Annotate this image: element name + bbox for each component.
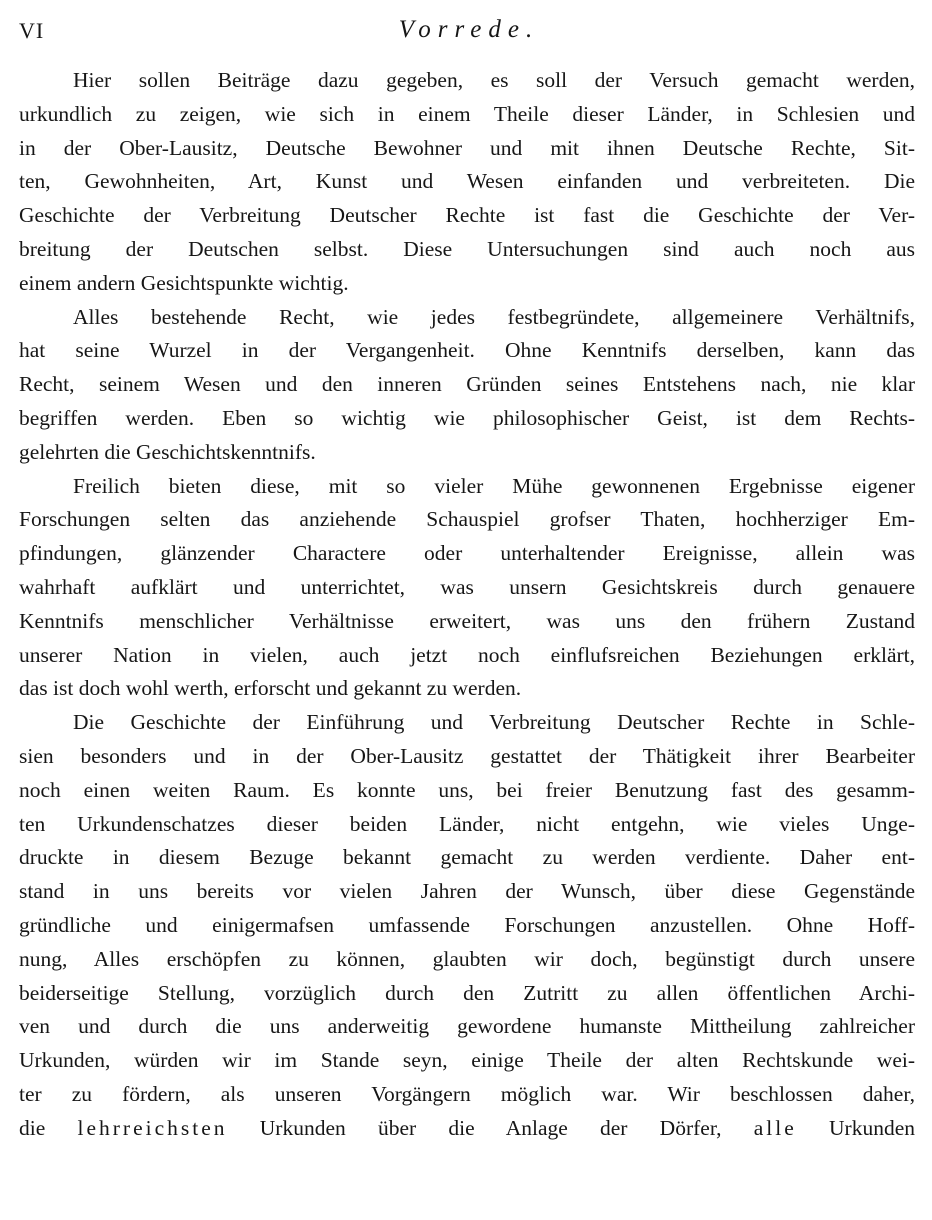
text-line: begriffen werden. Eben so wichtig wie philosophischer Geist, ist dem Rechts- [19, 405, 915, 430]
text-line: Hier sollen Beiträge dazu gegeben, es soll der Versuch gemacht werden, [73, 68, 915, 92]
text-line: noch einen weiten Raum. Es konnte uns, bei freier Benutzung fast des gesamm- [19, 777, 915, 802]
text-line: nung, Alles erschöpfen zu können, glaubten wir doch, begünstigt durch unsere [19, 946, 915, 971]
final-line-spaced-word-2: alle [753, 1115, 797, 1140]
final-line-part-1: die [19, 1115, 78, 1140]
text-line: urkundlich zu zeigen, wie sich in einem Theile dieser Länder, in Schlesien und [19, 101, 915, 126]
text-line: wahrhaft aufklärt und unterrichtet, was unsern Gesichtskreis durch genauere [19, 574, 915, 599]
text-line: Forschungen selten das anziehende Schauspiel grofser Thaten, hochherziger Em- [19, 507, 915, 532]
text-line: in der Ober-Lausitz, Deutsche Bewohner und mit ihnen Deutsche Rechte, Sit- [19, 135, 915, 160]
text-line: das ist doch wohl werth, erforscht und gekannt zu werden. [19, 676, 522, 701]
text-line: beiderseitige Stellung, vorzüglich durch den Zutritt zu allen öffentlichen Archi- [19, 980, 915, 1005]
text-line: Die Geschichte der Einführung und Verbreitung Deutscher Rechte in Schle- [73, 710, 915, 735]
text-line: pfindungen, glänzender Charactere oder unterhaltender Ereignisse, allein was [19, 541, 915, 566]
page-body [19, 64, 915, 1146]
text-line: Urkunden, würden wir im Stande seyn, einige Theile der alten Rechtskunde wei- [19, 1048, 915, 1073]
text-line: Kenntnifs menschlicher Verhältnisse erweitert, was uns den frühern Zustand [19, 608, 915, 633]
text-line: stand in uns bereits vor vielen Jahren der Wunsch, über diese Gegenstände [19, 879, 915, 904]
running-title: Vorrede. [398, 16, 540, 43]
text-line: unserer Nation in vielen, auch jetzt noch einflufsreichen Beziehungen erklärt, [19, 642, 915, 667]
text-line: Recht, seinem Wesen und den inneren Gründen seines Entstehens nach, nie klar [19, 372, 915, 397]
text-line: einem andern Gesichtspunkte wichtig. [19, 270, 349, 295]
text-line: hat seine Wurzel in der Vergangenheit. Ohne Kenntnifs derselben, kann das [19, 338, 915, 363]
page-number: VI [19, 18, 45, 43]
text-line: ven und durch die uns anderweitig gewordene humanste Mittheilung zahlreicher [19, 1014, 915, 1039]
final-line-spaced-word-1: lehrreichsten [77, 1115, 228, 1140]
text-line: Geschichte der Verbreitung Deutscher Rechte ist fast die Geschichte der Ver- [19, 203, 915, 228]
text-line: gründliche und einigermafsen umfassende Forschungen anzustellen. Ohne Hoff- [19, 912, 915, 937]
text-line: breitung der Deutschen selbst. Diese Untersuchungen sind auch noch aus [19, 236, 915, 261]
final-line-part-3: Urkunden [796, 1115, 915, 1140]
text-line: ten Urkundenschatzes dieser beiden Länder, nicht entgehn, wie vieles Unge- [19, 811, 915, 836]
text-line: Alles bestehende Recht, wie jedes festbegründete, allgemeinere Verhältnifs, [73, 304, 915, 329]
text-line-final [19, 1112, 915, 1146]
text-line: ten, Gewohnheiten, Art, Kunst und Wesen einfanden und verbreiteten. Die [19, 169, 915, 194]
text-line: sien besonders und in der Ober-Lausitz gestattet der Thätigkeit ihrer Bearbeiter [19, 743, 915, 768]
text-line: Freilich bieten diese, mit so vieler Mühe gewonnenen Ergebnisse eigener [73, 473, 915, 498]
text-line: gelehrten die Geschichtskenntnifs. [19, 439, 316, 464]
page-header [0, 16, 932, 50]
final-line-part-2: Urkunden über die Anlage der Dörfer, [227, 1115, 754, 1140]
text-line: druckte in diesem Bezuge bekannt gemacht zu werden verdiente. Daher ent- [19, 845, 915, 870]
text-line: ter zu fördern, als unseren Vorgängern möglich war. Wir beschlossen daher, [19, 1081, 915, 1106]
